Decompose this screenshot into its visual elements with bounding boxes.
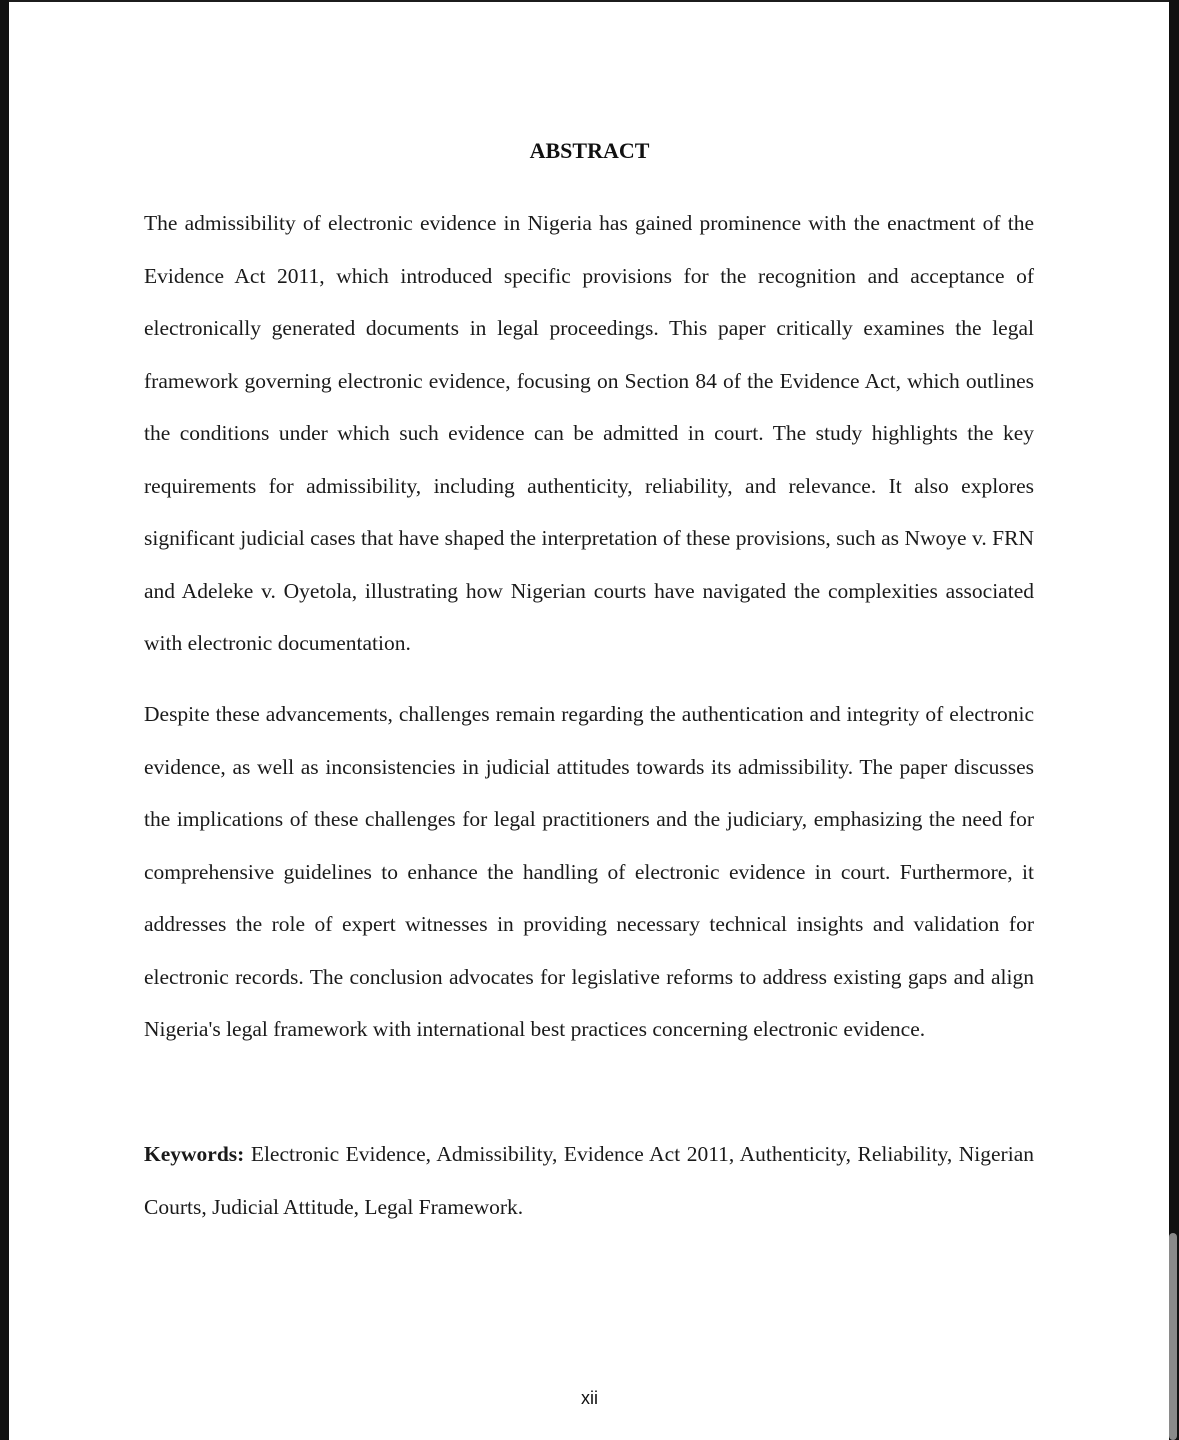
- document-page: [9, 2, 1169, 1440]
- viewer-left-edge: [0, 0, 9, 1440]
- scrollbar-thumb[interactable]: [1169, 1233, 1177, 1440]
- keywords-label: Keywords:: [144, 1142, 245, 1166]
- keywords-paragraph: [144, 1128, 1034, 1233]
- page-number: xii: [581, 1388, 598, 1408]
- keywords-list: Electronic Evidence, Admissibility, Evidence Act 2011, Authenticity, Reliability, Nigerian Courts, Judicial Attitude, Legal Framework.: [144, 1142, 1034, 1219]
- vertical-scrollbar[interactable]: [1161, 0, 1179, 1440]
- abstract-heading: ABSTRACT: [529, 138, 650, 163]
- abstract-paragraph-1: The admissibility of electronic evidence in Nigeria has gained prominence with the enactment of the Evidence Act 2011, which introduced specific provisions for the recognition and acceptance of electronically generated documents in legal proceedings. This paper critically examines the legal framework governing electronic evidence, focusing on Section 84 of the Evidence Act, which outlines the conditions under which such evidence can be admitted in court. The study highlights the key requirements for admissibility, including authenticity, reliability, and relevance. It also explores significant judicial cases that have shaped the interpretation of these provisions, such as Nwoye v. FRN and Adeleke v. Oyetola, illustrating how Nigerian courts have navigated the complexities associated with electronic documentation.: [144, 211, 1034, 655]
- abstract-paragraph-2: Despite these advancements, challenges remain regarding the authentication and integrity of electronic evidence, as well as inconsistencies in judicial attitudes towards its admissibility. The paper discusses the implications of these challenges for legal practitioners and the judiciary, emphasizing the need for comprehensive guidelines to enhance the handling of electronic evidence in court. Furthermore, it addresses the role of expert witnesses in providing necessary technical insights and validation for electronic records. The conclusion advocates for legislative reforms to address existing gaps and align Nigeria's legal framework with international best practices concerning electronic evidence.: [144, 702, 1034, 1041]
